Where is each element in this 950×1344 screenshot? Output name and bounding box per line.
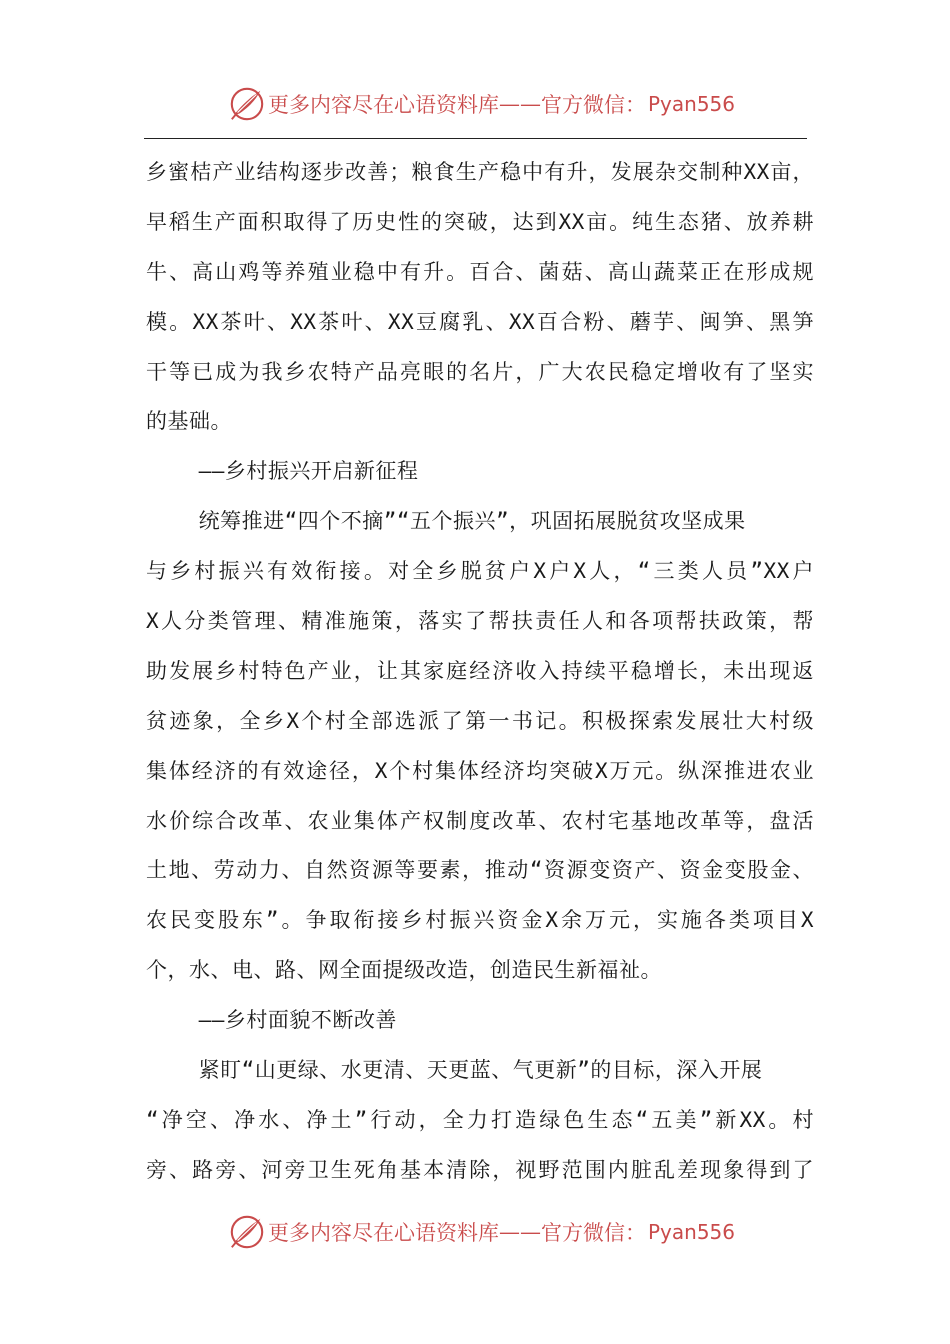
text-line: 乡蜜桔产业结构逐步改善；粮食生产稳中有升，发展杂交制种XX亩， (146, 160, 814, 184)
body-text (146, 148, 814, 1196)
quill-logo-icon (228, 85, 266, 123)
banner-official-label: 官方微信： (541, 93, 646, 117)
text-line: 农民变股东”。争取衔接乡村振兴资金X余万元，实施各类项目X (146, 908, 814, 933)
banner-dash: —— (499, 1220, 541, 1244)
banner-dash: —— (499, 92, 541, 116)
section-heading: ——乡村面貌不断改善 (146, 1008, 397, 1033)
text-line: 个，水、电、路、网全面提级改造，创造民生新福祉。 (146, 958, 662, 983)
text-line: 贫迹象，全乡X个村全部选派了第一书记。积极探索发展壮大村级 (146, 708, 814, 733)
text-line: X人分类管理、精准施策，落实了帮扶责任人和各项帮扶政策，帮 (146, 609, 814, 634)
text-line: 土地、劳动力、自然资源等要素，推动“资源变资产、资金变股金、 (146, 858, 814, 883)
text-line: 早稻生产面积取得了历史性的突破，达到XX亩。纯生态猪、放养耕 (146, 209, 814, 234)
text-line: 干等已成为我乡农特产品亮眼的名片，广大农民稳定增收有了坚实 (146, 359, 814, 384)
banner-brand: 更多内容尽在心语资料库 (268, 93, 499, 117)
text-line: 的基础。 (146, 409, 232, 434)
banner-wechat-handle: Pyan556 (648, 1220, 736, 1244)
text-line: 牛、高山鸡等养殖业稳中有升。百合、菌菇、高山蔬菜正在形成规 (146, 259, 814, 284)
banner-official-label: 官方微信： (541, 1221, 646, 1245)
text-line: 与乡村振兴有效衔接。对全乡脱贫户X户X人，“三类人员”XX户 (146, 559, 814, 584)
header-divider (144, 138, 807, 139)
quill-logo-icon (228, 1213, 266, 1251)
text-line: 模。XX茶叶、XX茶叶、XX豆腐乳、XX百合粉、蘑芋、闽笋、黑笋 (146, 309, 814, 334)
text-line: 集体经济的有效途径，X个村集体经济均突破X万元。纵深推进农业 (146, 758, 814, 783)
header-banner (228, 84, 735, 124)
text-line: 旁、路旁、河旁卫生死角基本清除，视野范围内脏乱差现象得到了 (146, 1157, 814, 1182)
text-line: 水价综合改革、农业集体产权制度改革、农村宅基地改革等，盘活 (146, 808, 814, 833)
text-line: “净空、净水、净土”行动，全力打造绿色生态“五美”新XX。村 (146, 1107, 814, 1132)
banner-brand: 更多内容尽在心语资料库 (268, 1221, 499, 1245)
text-line: 统筹推进“四个不摘”“五个振兴”，巩固拓展脱贫攻坚成果 (146, 509, 746, 534)
text-line: 紧盯“山更绿、水更清、天更蓝、气更新”的目标，深入开展 (146, 1058, 763, 1083)
footer-banner (228, 1212, 735, 1252)
section-heading: ——乡村振兴开启新征程 (146, 459, 419, 484)
banner-wechat-handle: Pyan556 (648, 92, 736, 116)
text-line: 助发展乡村特色产业，让其家庭经济收入持续平稳增长，未出现返 (146, 658, 814, 683)
